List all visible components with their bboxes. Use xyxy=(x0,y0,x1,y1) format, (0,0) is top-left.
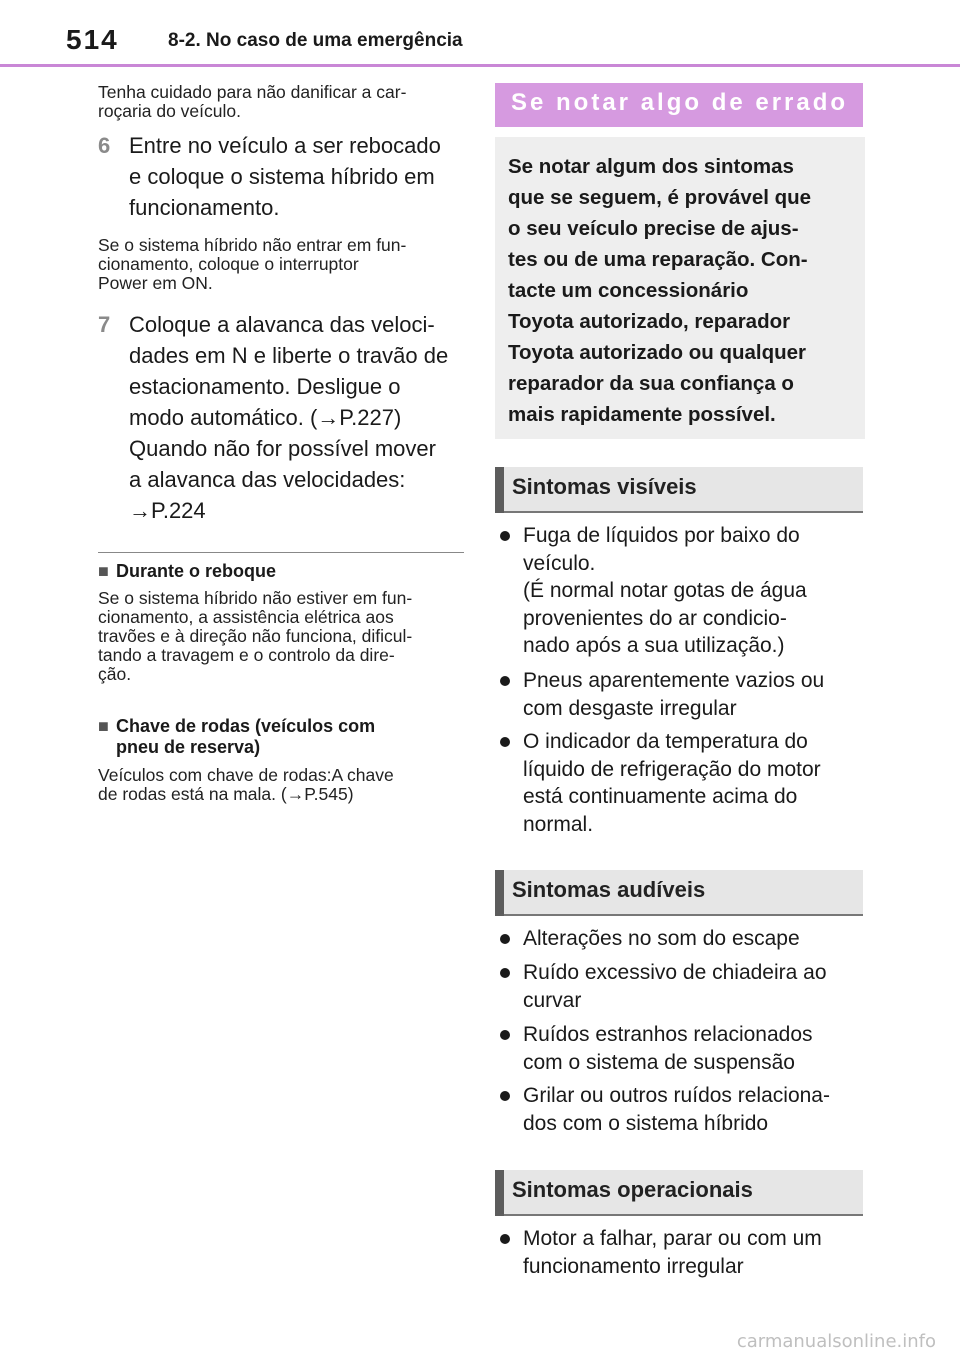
subheading-during-towing xyxy=(98,561,468,582)
subheading-wheel-wrench xyxy=(98,716,468,758)
step-number: 7 xyxy=(98,312,111,337)
list-item-text: Fuga de líquidos por baixo do veículo. (É normal notar gotas de água provenientes do ar condicio- nado após a sua utilização.) xyxy=(523,524,807,657)
bullet-icon xyxy=(500,968,510,978)
bullet-icon xyxy=(500,531,510,541)
section-separator xyxy=(98,552,464,553)
note-step-6: Se o sistema híbrido não entrar em fun- cionamento, coloque o interruptor Power em ON. xyxy=(98,235,407,293)
section-title: 8-2. No caso de uma emergência xyxy=(168,30,463,51)
bullet-icon xyxy=(500,1030,510,1040)
intro-box xyxy=(495,137,865,439)
header-title: Sintomas audíveis xyxy=(512,877,706,902)
bullet-icon xyxy=(500,676,510,686)
square-bullet-icon: ■ xyxy=(98,561,109,581)
page-number: 514 xyxy=(66,24,119,55)
list-item xyxy=(500,1021,870,1076)
banner-something-wrong xyxy=(495,83,863,127)
bullet-icon xyxy=(500,737,510,747)
header-accent-bar xyxy=(495,870,504,916)
paragraph-bodywork-care: Tenha cuidado para não danificar a car- roçaria do veículo. xyxy=(98,82,407,121)
list-item xyxy=(500,1225,870,1280)
header-accent-bar xyxy=(495,467,504,513)
list-item-text: Pneus aparentemente vazios ou com desgaste irregular xyxy=(523,669,825,720)
banner-title: Se notar algo de errado xyxy=(511,89,849,116)
list-item-text: Motor a falhar, parar ou com um funcionamento irregular xyxy=(523,1227,822,1278)
list-item-text: Alterações no som do escape xyxy=(523,927,800,950)
square-bullet-icon: ■ xyxy=(98,716,109,736)
header-visible-symptoms xyxy=(495,467,863,513)
header-operational-symptoms xyxy=(495,1170,863,1216)
subheading-text: Chave de rodas (veículos com pneu de reserva) xyxy=(116,716,376,757)
list-item xyxy=(500,728,870,838)
step-6 xyxy=(98,130,478,223)
header-divider xyxy=(0,64,960,67)
list-item-text: Ruídos estranhos relacionados com o sistema de suspensão xyxy=(523,1023,813,1074)
step-7 xyxy=(98,309,478,526)
list-item xyxy=(500,959,870,1014)
bullet-icon xyxy=(500,934,510,944)
paragraph-during-towing: Se o sistema híbrido não estiver em fun- cionamento, a assistência elétrica aos travões e à direção não funciona, dificul- tando a travagem e o controlo da dire- ção. xyxy=(98,588,413,684)
list-item xyxy=(500,522,870,660)
subheading-text: Durante o reboque xyxy=(116,561,277,581)
step-text: Coloque a alavanca das veloci- dades em N e liberte o travão de estacionamento. Desligue o modo automático. (→P.227) Quando não for possível mover a alavanca das velocidades: →P.224 xyxy=(129,312,449,523)
bullet-icon xyxy=(500,1234,510,1244)
header-audible-symptoms xyxy=(495,870,863,916)
list-item-text: Ruído excessivo de chiadeira ao curvar xyxy=(523,961,827,1012)
header-title: Sintomas visíveis xyxy=(512,474,697,499)
header-accent-bar xyxy=(495,1170,504,1216)
list-item xyxy=(500,925,870,953)
paragraph-wheel-wrench: Veículos com chave de rodas:A chave de rodas está na mala. (→P.545) xyxy=(98,765,394,804)
list-item xyxy=(500,667,870,722)
header-title: Sintomas operacionais xyxy=(512,1177,753,1202)
bullet-icon xyxy=(500,1091,510,1101)
list-item-text: Grilar ou outros ruídos relaciona- dos com o sistema híbrido xyxy=(523,1084,830,1135)
intro-text: Se notar algum dos sintomas que se seguem, é provável que o seu veículo precise de ajus- tes ou de uma reparação. Con- tacte um concessionário Toyota autorizado, reparador Toyota autorizado ou qualquer reparador da sua confiança o mais rapidamente possível. xyxy=(508,155,812,426)
watermark: carmanualsonline.info xyxy=(736,1331,936,1352)
list-item-text: O indicador da temperatura do líquido de refrigeração do motor está continuamente acima do normal. xyxy=(523,730,821,836)
step-number: 6 xyxy=(98,133,111,158)
step-text: Entre no veículo a ser rebocado e coloque o sistema híbrido em funcionamento. xyxy=(129,133,441,220)
list-item xyxy=(500,1082,870,1137)
